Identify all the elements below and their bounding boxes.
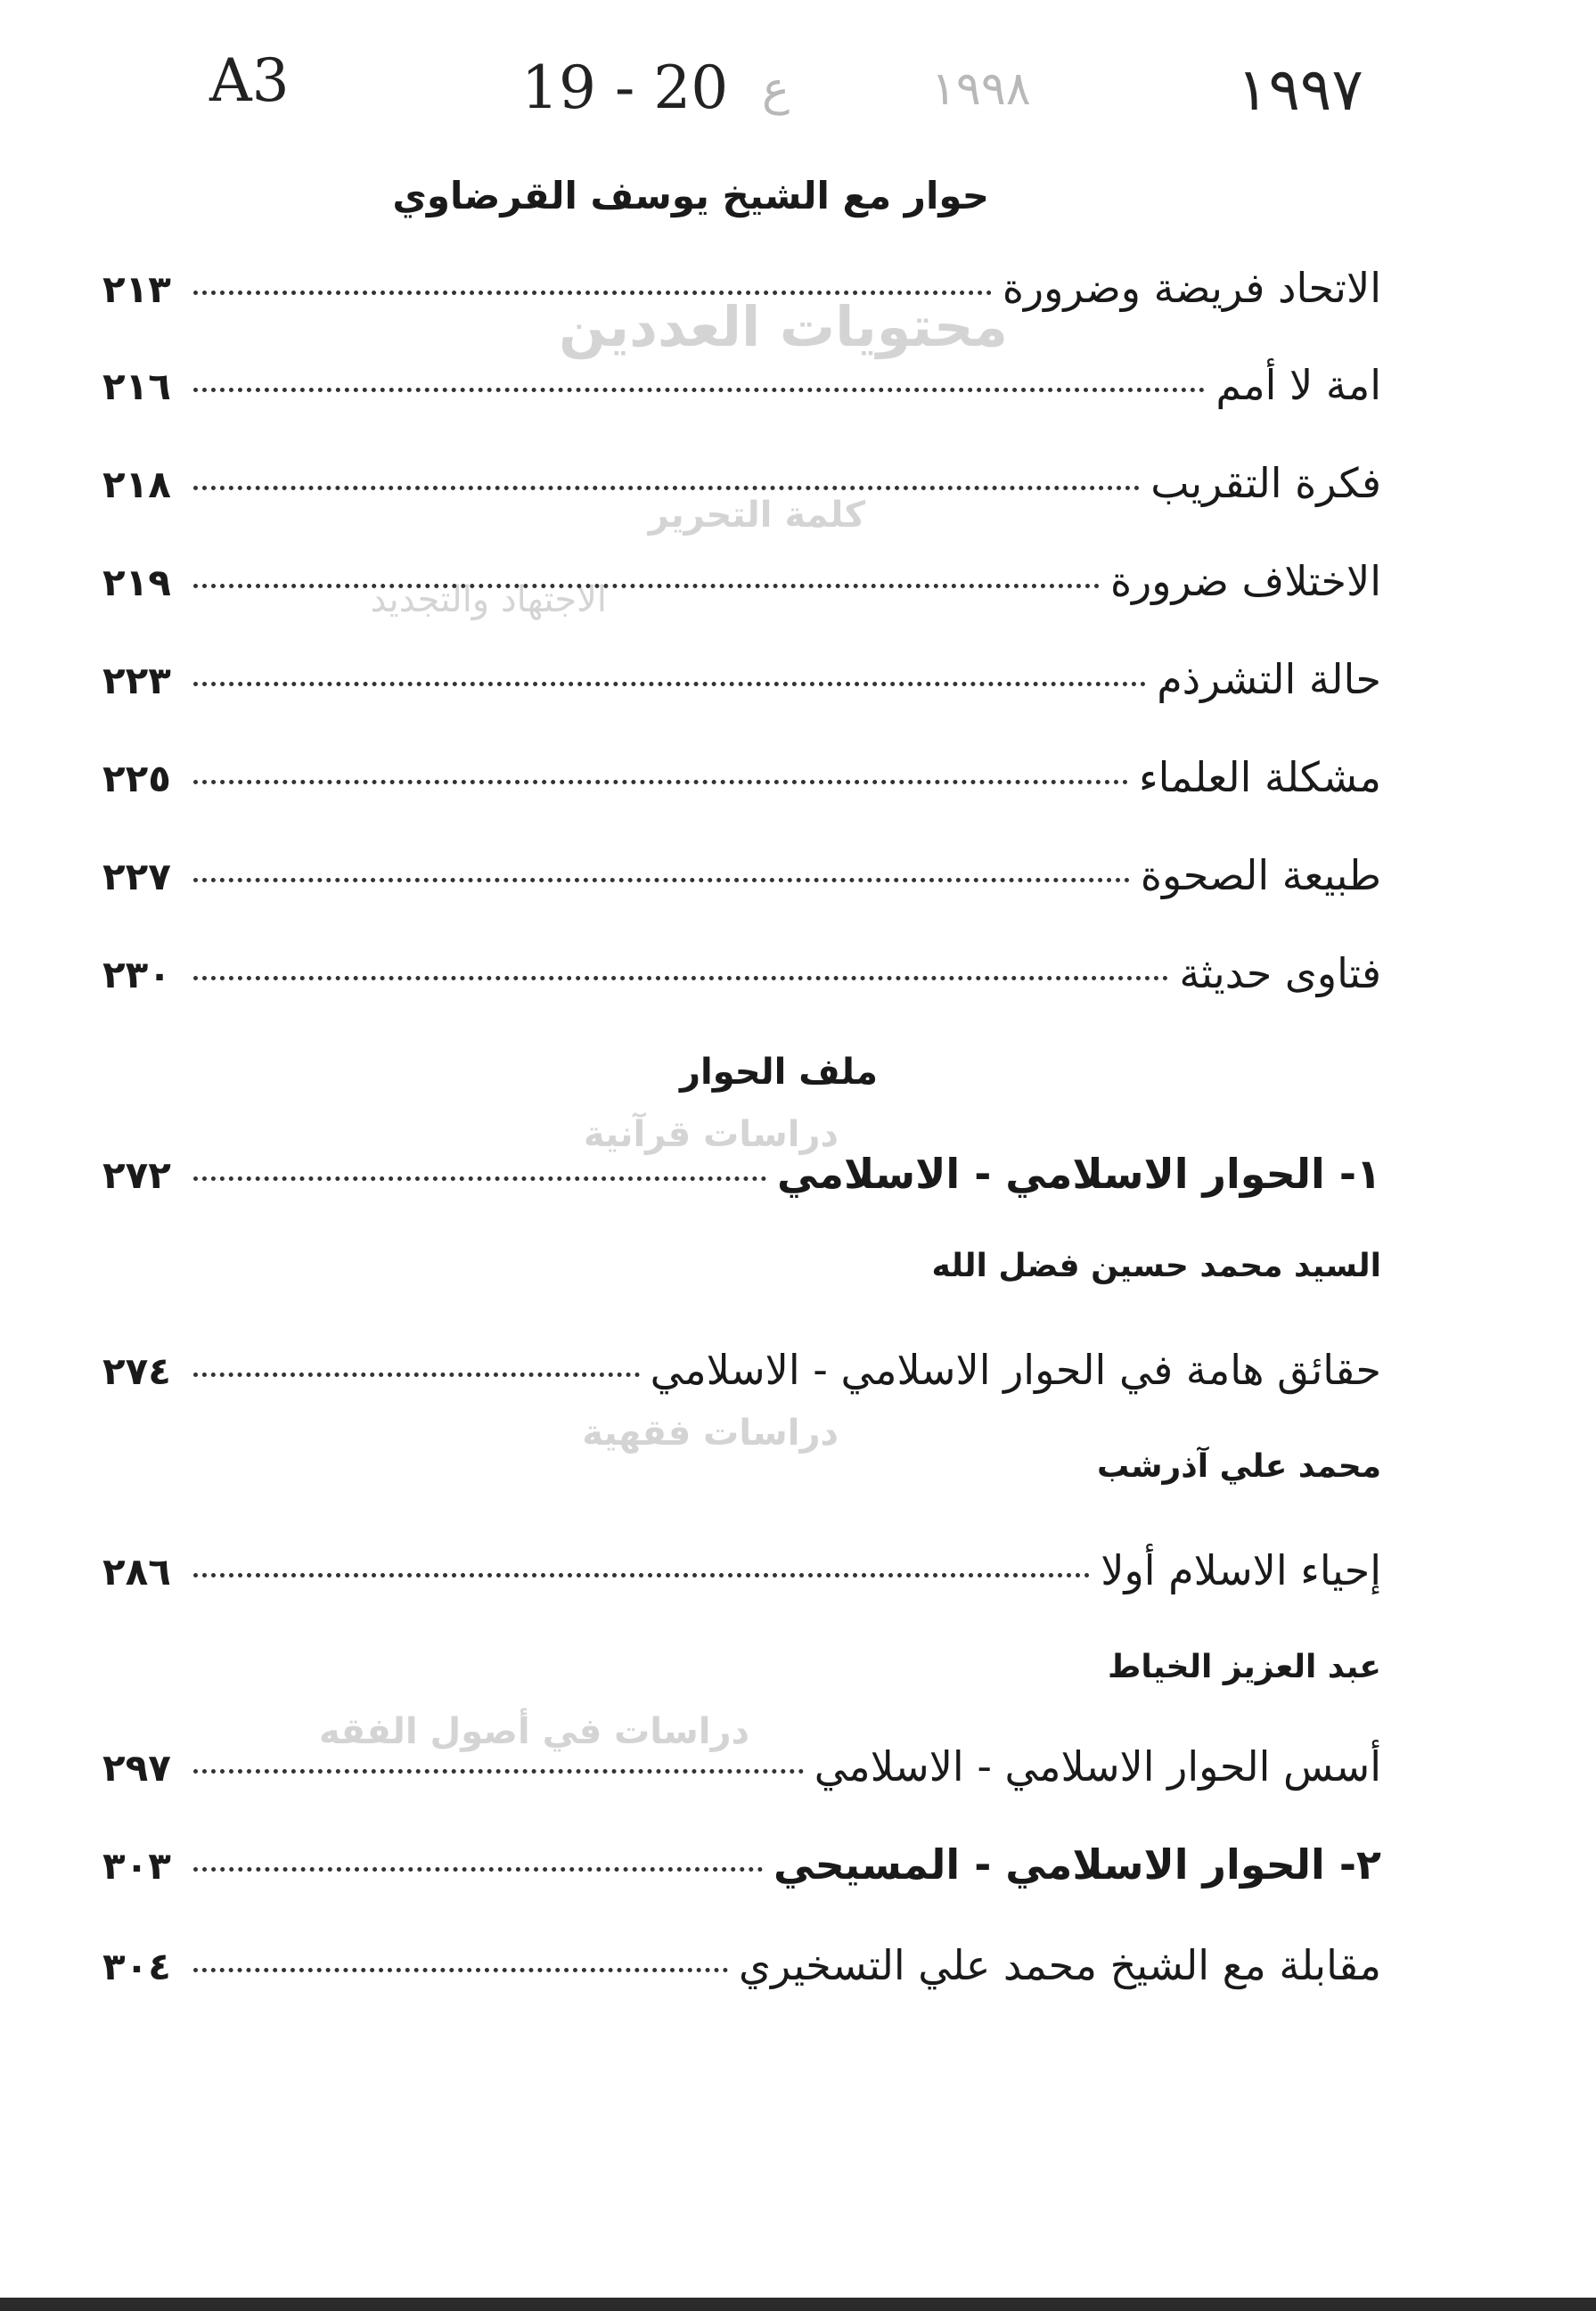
dot-leader (193, 388, 1205, 392)
toc-entry-title: حقائق هامة في الحوار الاسلامي - الاسلامي (650, 1346, 1381, 1394)
toc-entry (102, 1150, 1381, 1198)
toc-entry-page: ٢١٨ (102, 463, 171, 506)
toc-entry (102, 655, 1381, 703)
toc-entry (102, 557, 1381, 605)
toc-entry-page: ٢٩٧ (102, 1746, 171, 1790)
handwritten-letter: ع (762, 62, 790, 116)
toc-entry (102, 264, 1381, 312)
toc-entry-page: ٣٠٣ (102, 1844, 171, 1888)
dot-leader (193, 780, 1128, 784)
toc-entry-title: حالة التشرذم (1157, 655, 1381, 703)
bleed-through-title: محتويات العددين (559, 294, 1008, 359)
toc-entry-title: مشكلة العلماء (1138, 753, 1381, 801)
toc-entry (102, 1941, 1381, 1989)
toc-entry-page: ٢٢٧ (102, 855, 171, 898)
toc-entry (102, 1840, 1381, 1889)
toc-entry-title: ١- الحوار الاسلامي - الاسلامي (776, 1150, 1381, 1198)
toc-entry-title: فكرة التقريب (1150, 459, 1381, 507)
author-name: السيد محمد حسين فضل الله (931, 1248, 1381, 1284)
section-heading: حوار مع الشيخ يوسف القرضاوي (392, 174, 989, 217)
toc-entry (102, 361, 1381, 409)
dot-leader (193, 682, 1146, 686)
toc-entry-title: ٢- الحوار الاسلامي - المسيحي (773, 1840, 1381, 1889)
toc-entry (102, 753, 1381, 801)
toc-entry (102, 459, 1381, 507)
toc-entry-title: مقابلة مع الشيخ محمد علي التسخيري (738, 1941, 1381, 1989)
toc-entry-page: ٢١٦ (102, 365, 171, 408)
handwritten-year: ۱۹۹۸ (931, 62, 1031, 116)
bleed-through-line: دراسات في أصول الفقه (319, 1711, 749, 1752)
toc-entry-page: ٢٧٢ (102, 1153, 171, 1197)
bleed-through-line: دراسات قرآنية (583, 1114, 839, 1155)
toc-entry-title: الاتحاد فريضة وضرورة (1002, 264, 1381, 312)
toc-entry (102, 949, 1381, 997)
scan-edge (0, 2298, 1596, 2311)
dot-leader (193, 584, 1100, 588)
dot-leader (193, 291, 992, 295)
toc-entry-page: ٢٢٥ (102, 757, 171, 800)
dot-leader (193, 1573, 1090, 1578)
toc-entry-title: فتاوى حديثة (1179, 949, 1381, 997)
bleed-through-line: دراسات فقهية (582, 1413, 839, 1454)
dot-leader (193, 486, 1140, 490)
toc-entry-page: ٢٨٦ (102, 1550, 171, 1594)
bleed-through-line: كلمة التحرير (648, 495, 865, 536)
toc-entry (102, 1742, 1381, 1791)
author-name: محمد علي آذرشب (1097, 1448, 1381, 1485)
dot-leader (193, 1176, 766, 1181)
toc-entry-title: امة لا أمم (1215, 361, 1381, 409)
toc-entry-page: ٢١٩ (102, 561, 171, 604)
toc-entry-page: ٢٣٠ (102, 953, 171, 996)
bleed-through-line: الاجتهاد والتجديد (370, 579, 607, 620)
author-name: عبد العزيز الخياط (1107, 1649, 1381, 1685)
toc-entry-page: ٢٧٤ (102, 1349, 171, 1393)
dot-leader (193, 1373, 640, 1377)
toc-entry-title: إحياء الاسلام أولا (1101, 1546, 1381, 1594)
toc-entry-title: طبيعة الصحوة (1140, 851, 1381, 899)
handwritten-year: ۱۹۹۷ (1237, 55, 1363, 124)
dot-leader (193, 1769, 804, 1774)
toc-entry-title: الاختلاف ضرورة (1109, 557, 1381, 605)
toc-entry (102, 1346, 1381, 1394)
toc-entry-page: ٢٢٣ (102, 659, 171, 702)
toc-entry-page: ٣٠٤ (102, 1945, 171, 1988)
table-of-contents (102, 0, 1381, 2311)
handwritten-date-ref: 19 - 20 (521, 53, 729, 122)
toc-entry (102, 851, 1381, 899)
toc-entry-page: ٢١٣ (102, 267, 171, 311)
toc-entry-title: أسس الحوار الاسلامي - الاسلامي (814, 1742, 1381, 1791)
section-heading: ملف الحوار (679, 1052, 878, 1093)
dot-leader (193, 1968, 728, 1972)
dot-leader (193, 976, 1168, 980)
toc-entry (102, 1546, 1381, 1594)
dot-leader (193, 1867, 763, 1872)
dot-leader (193, 878, 1130, 882)
handwritten-code: A3 (209, 46, 290, 115)
